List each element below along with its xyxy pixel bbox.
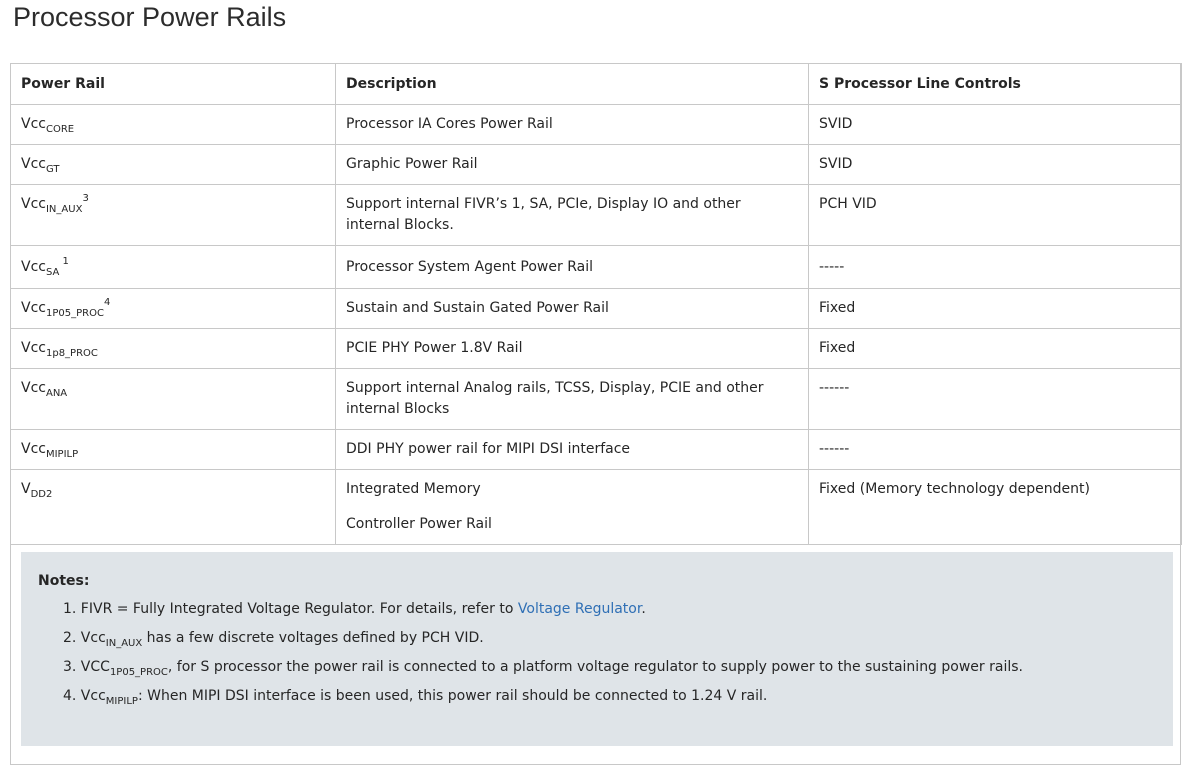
table-row — [11, 470, 1182, 545]
rail-controls: ----- — [809, 246, 1182, 289]
rail-name: Vcc$_{MIPILP}$ — [11, 430, 336, 470]
rail-controls: Fixed (Memory technology dependent) — [809, 470, 1182, 545]
rail-description: Support internal FIVR’s 1, SA, PCIe, Display IO and other internal Blocks. — [336, 185, 809, 246]
table-row — [11, 289, 1182, 329]
table-row — [11, 145, 1182, 185]
table-header-row — [11, 64, 1182, 105]
note-item: 1. FIVR = Fully Integrated Voltage Regulator. For details, refer to Voltage Regulator. — [63, 601, 646, 617]
rail-name: Vcc$_{1P05\_PROC}^4$ — [11, 289, 336, 329]
rail-name: $V_{DD2}$ — [11, 470, 336, 545]
rail-description: DDI PHY power rail for MIPI DSI interface — [336, 430, 809, 470]
rail-name: Vcc$_{IN\_AUX}^3$ — [11, 185, 336, 246]
rail-description: Sustain and Sustain Gated Power Rail — [336, 289, 809, 329]
rail-controls: SVID — [809, 105, 1182, 145]
header-controls: S Processor Line Controls — [809, 64, 1182, 105]
header-power-rail: Power Rail — [11, 64, 336, 105]
table-row — [11, 329, 1182, 369]
notes-title: Notes: — [38, 573, 90, 589]
rail-description: Graphic Power Rail — [336, 145, 809, 185]
rail-name: Vcc$_{1p8\_PROC}$ — [11, 329, 336, 369]
rail-controls: ------ — [809, 369, 1182, 430]
power-rails-table — [10, 63, 1182, 545]
rail-name: Vcc$_{GT}$ — [11, 145, 336, 185]
note-item: 4. Vcc$_{MIPILP}$: When MIPI DSI interface is been used, this power rail should be connected to 1.24 V rail. — [63, 688, 768, 707]
rail-controls: Fixed — [809, 289, 1182, 329]
rail-description: PCIE PHY Power 1.8V Rail — [336, 329, 809, 369]
note-item: 3. $VCC_{1P05\_PROC}$, for S processor the power rail is connected to a platform voltage regulator to supply power to the sustaining power rails. — [63, 659, 1023, 678]
rail-description: Support internal Analog rails, TCSS, Display, PCIE and other internal Blocks — [336, 369, 809, 430]
rail-description: Processor IA Cores Power Rail — [336, 105, 809, 145]
rail-name: Vcc$_{SA}$ $^1$ — [11, 246, 336, 289]
rail-controls: SVID — [809, 145, 1182, 185]
header-description: Description — [336, 64, 809, 105]
rail-controls: Fixed — [809, 329, 1182, 369]
notes-box — [21, 552, 1173, 746]
table-row — [11, 369, 1182, 430]
table-row — [11, 246, 1182, 289]
note-item: 2. Vcc$_{IN\_AUX}$ has a few discrete voltages defined by PCH VID. — [63, 630, 484, 649]
page-title: Processor Power Rails — [13, 2, 287, 32]
table-row — [11, 185, 1182, 246]
rail-description: Processor System Agent Power Rail — [336, 246, 809, 289]
rail-name: Vcc$_{CORE}$ — [11, 105, 336, 145]
rail-controls: PCH VID — [809, 185, 1182, 246]
description-line: Controller Power Rail — [346, 516, 492, 532]
rail-controls: ------ — [809, 430, 1182, 470]
table-row — [11, 430, 1182, 470]
rail-name: Vcc$_{ANA}$ — [11, 369, 336, 430]
voltage-regulator-link[interactable]: Voltage Regulator — [517, 601, 642, 617]
rail-description — [336, 470, 809, 545]
description-line: Integrated Memory — [346, 481, 481, 497]
table-row — [11, 105, 1182, 145]
